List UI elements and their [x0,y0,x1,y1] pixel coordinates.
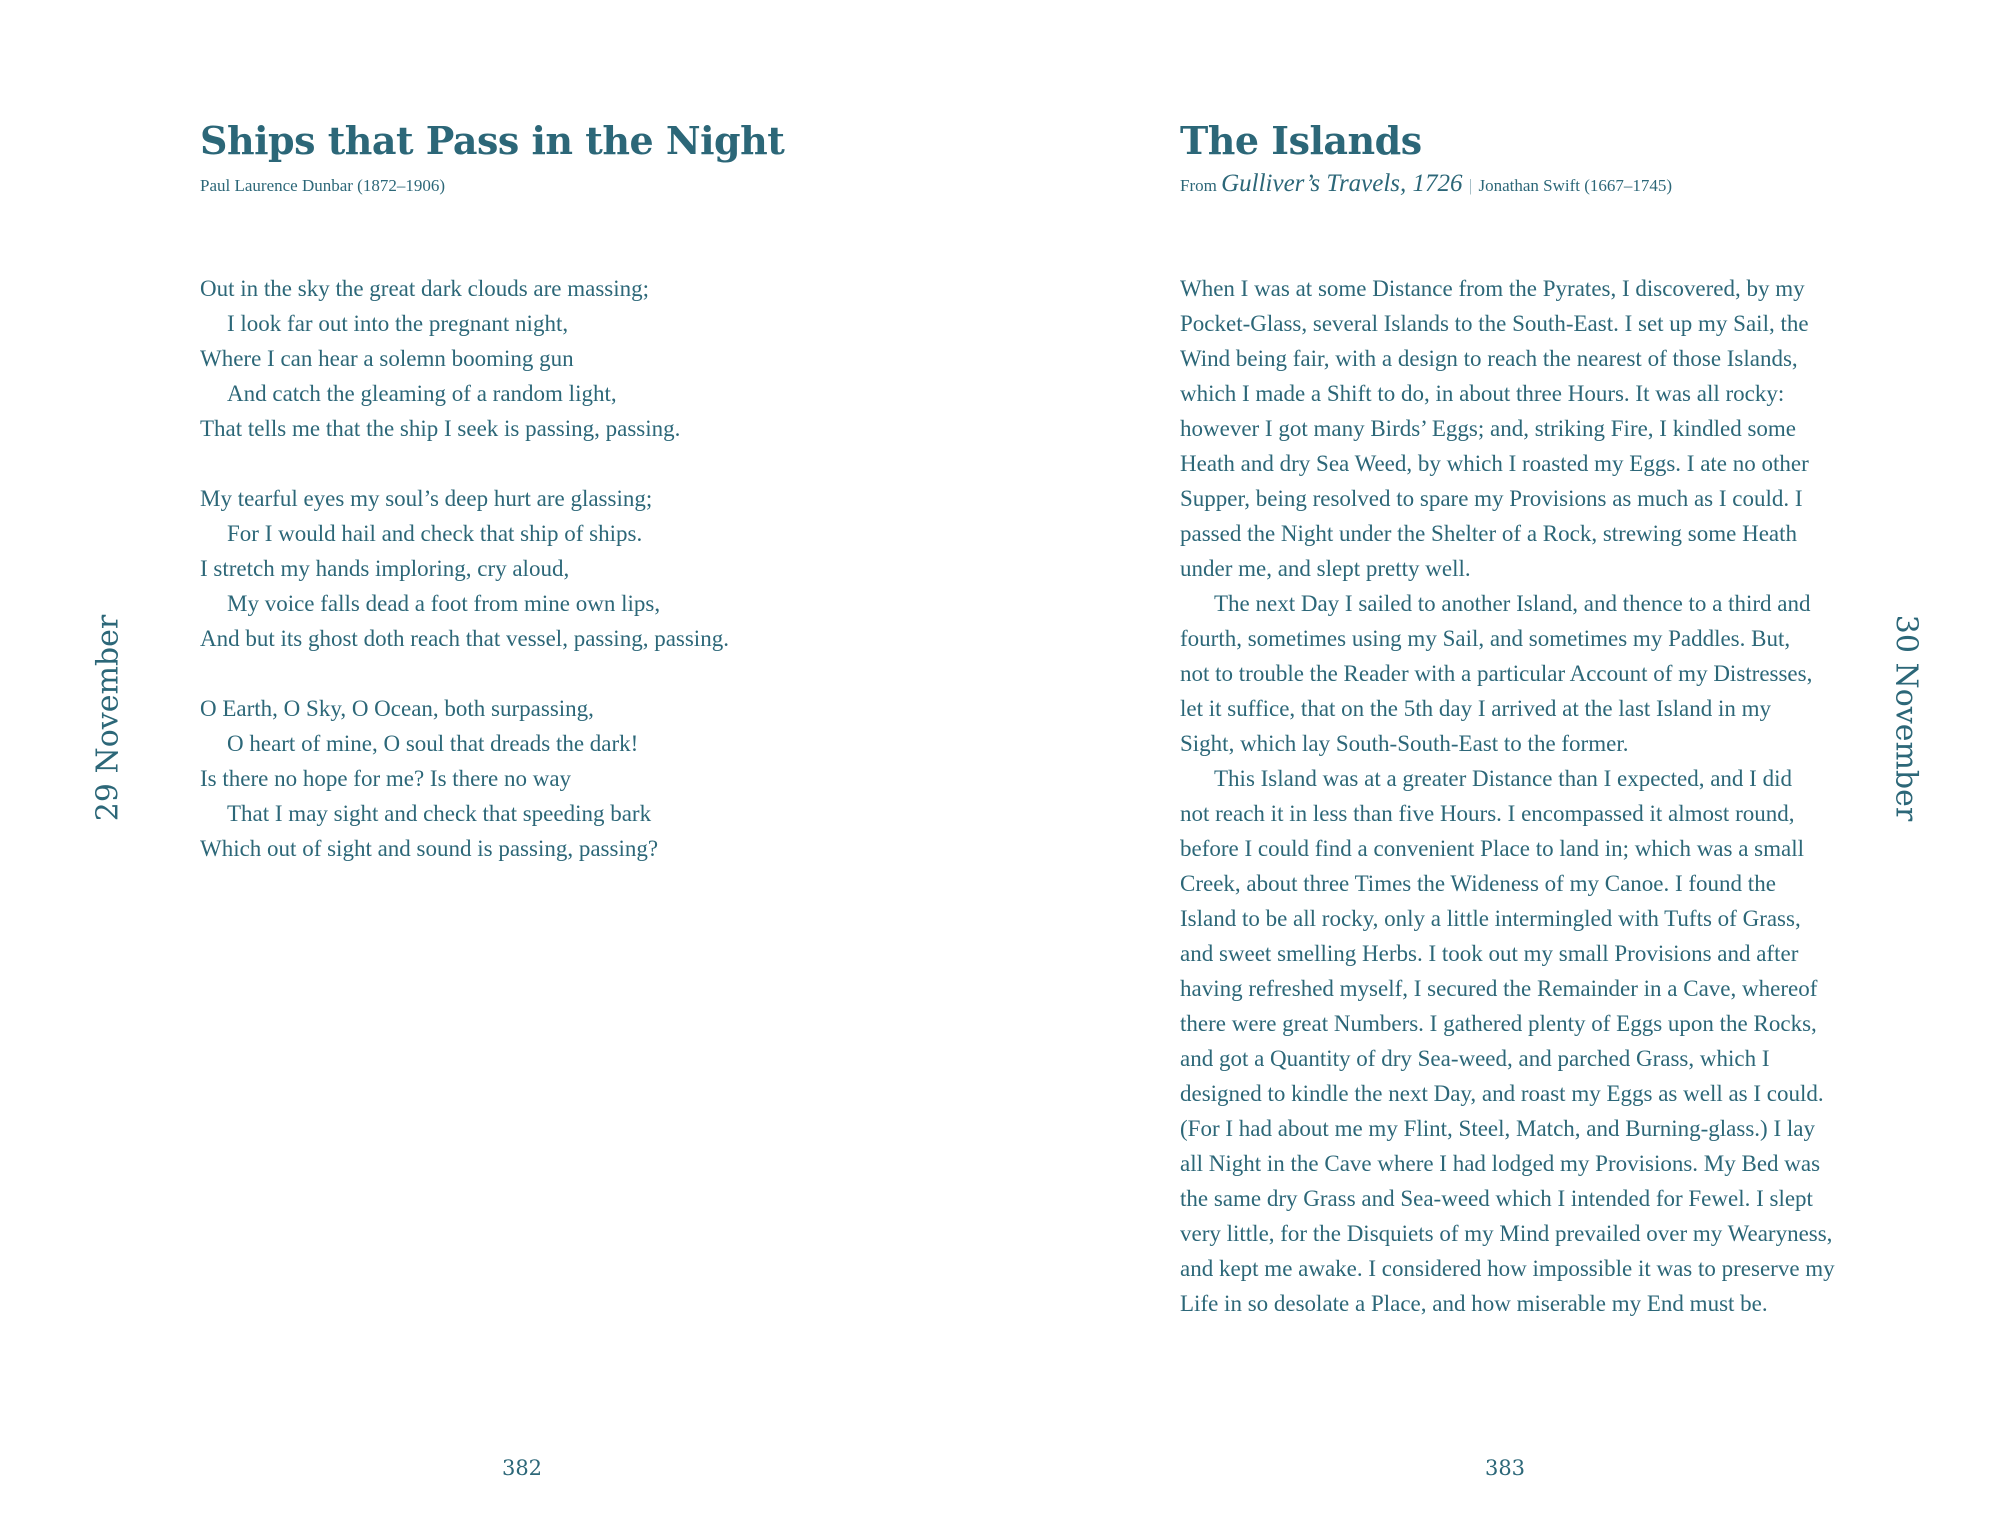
page-number-left: 382 [501,1456,543,1480]
prose-line: and got a Quantity of dry Sea-weed, and parched Grass, which I [1180,1046,1770,1071]
prose-line: Island to be all rocky, only a little intermingled with Tufts of Grass, [1180,906,1801,931]
prose-line: not reach it in less than five Hours. I encompassed it almost round, [1180,801,1795,826]
poem-stanza [200,271,729,446]
byline-work: Gulliver’s Travels, 1726 [1221,170,1463,197]
side-date-left: 29 November [90,614,126,822]
prose-line: Heath and dry Sea Weed, by which I roasted my Eggs. I ate no other [1180,451,1809,476]
poem-stanza [200,481,729,656]
poem-stanza [200,691,729,866]
prose-line: Creek, about three Times the Wideness of my Canoe. I found the [1180,871,1776,896]
poem-title: Ships that Pass in the Night [200,118,785,163]
prose-line: Pocket-Glass, several Islands to the South-East. I set up my Sail, the [1180,311,1809,336]
poem-line: Is there no hope for me? Is there no way [200,766,572,791]
prose-line: and kept me awake. I considered how impossible it was to preserve my [1180,1256,1835,1281]
poem-line: O Earth, O Sky, O Ocean, both surpassing, [200,696,594,721]
prose-line: and sweet smelling Herbs. I took out my small Provisions and after [1180,941,1799,966]
prose-line: all Night in the Cave where I had lodged my Provisions. My Bed was [1180,1151,1821,1176]
right-page [1000,0,2000,1539]
prose-line: The next Day I sailed to another Island, and thence to a third and [1214,591,1811,616]
byline-author: Jonathan Swift (1667–1745) [1478,176,1673,195]
side-date-right: 30 November [1888,614,1924,822]
prose-line: having refreshed myself, I secured the Remainder in a Cave, whereof [1180,976,1818,1001]
poem-line: That tells me that the ship I seek is passing, passing. [200,416,681,441]
poem-line: I stretch my hands imploring, cry aloud, [200,556,570,581]
poem-line: I look far out into the pregnant night, [227,311,569,336]
poem-line: And but its ghost doth reach that vessel, passing, passing. [200,626,729,651]
prose-line: before I could find a convenient Place to land in; which was a small [1180,836,1804,861]
prose-line: the same dry Grass and Sea-weed which I intended for Fewel. I slept [1180,1186,1813,1211]
excerpt-byline [1180,170,1672,198]
prose-line: Sight, which lay South-South-East to the former. [1180,731,1629,756]
byline-separator: | [1468,176,1473,195]
poem-line: O heart of mine, O soul that dreads the dark! [227,731,639,756]
poem-line: Where I can hear a solemn booming gun [200,346,574,371]
excerpt-body [1180,271,1835,1321]
poem-line: Which out of sight and sound is passing, passing? [200,836,659,861]
prose-line: Life in so desolate a Place, and how miserable my End must be. [1180,1291,1768,1316]
poem-line: That I may sight and check that speeding bark [227,801,652,826]
poem-line: For I would hail and check that ship of ships. [227,521,643,546]
prose-line: not to trouble the Reader with a particular Account of my Distresses, [1180,661,1813,686]
prose-line: however I got many Birds’ Eggs; and, striking Fire, I kindled some [1180,416,1797,441]
prose-line: which I made a Shift to do, in about three Hours. It was all rocky: [1180,381,1785,406]
prose-line: designed to kindle the next Day, and roast my Eggs as well as I could. [1180,1081,1824,1106]
poem-line: Out in the sky the great dark clouds are massing; [200,276,650,301]
prose-line: very little, for the Disquiets of my Mind prevailed over my Wearyness, [1180,1221,1833,1246]
prose-line: This Island was at a greater Distance than I expected, and I did [1214,766,1792,791]
byline-prefix: From [1180,176,1217,195]
prose-line: there were great Numbers. I gathered plenty of Eggs upon the Rocks, [1180,1011,1817,1036]
poem-line: My tearful eyes my soul’s deep hurt are glassing; [200,486,653,511]
excerpt-title: The Islands [1180,118,1422,163]
prose-line: let it suffice, that on the 5th day I arrived at the last Island in my [1180,696,1772,721]
prose-line: (For I had about me my Flint, Steel, Match, and Burning-glass.) I lay [1180,1116,1815,1141]
prose-line: fourth, sometimes using my Sail, and sometimes my Paddles. But, [1180,626,1791,651]
prose-line: under me, and slept pretty well. [1180,556,1471,581]
poem-line: And catch the gleaming of a random light, [227,381,617,406]
prose-line: passed the Night under the Shelter of a Rock, strewing some Heath [1180,521,1798,546]
page-number-right: 383 [1484,1456,1526,1480]
prose-line: Supper, being resolved to spare my Provisions as much as I could. I [1180,486,1803,511]
poem-byline: Paul Laurence Dunbar (1872–1906) [200,176,446,195]
prose-line: Wind being fair, with a design to reach the nearest of those Islands, [1180,346,1798,371]
poem-body [200,271,729,866]
poem-line: My voice falls dead a foot from mine own lips, [227,591,661,616]
prose-line: When I was at some Distance from the Pyrates, I discovered, by my [1180,276,1805,301]
